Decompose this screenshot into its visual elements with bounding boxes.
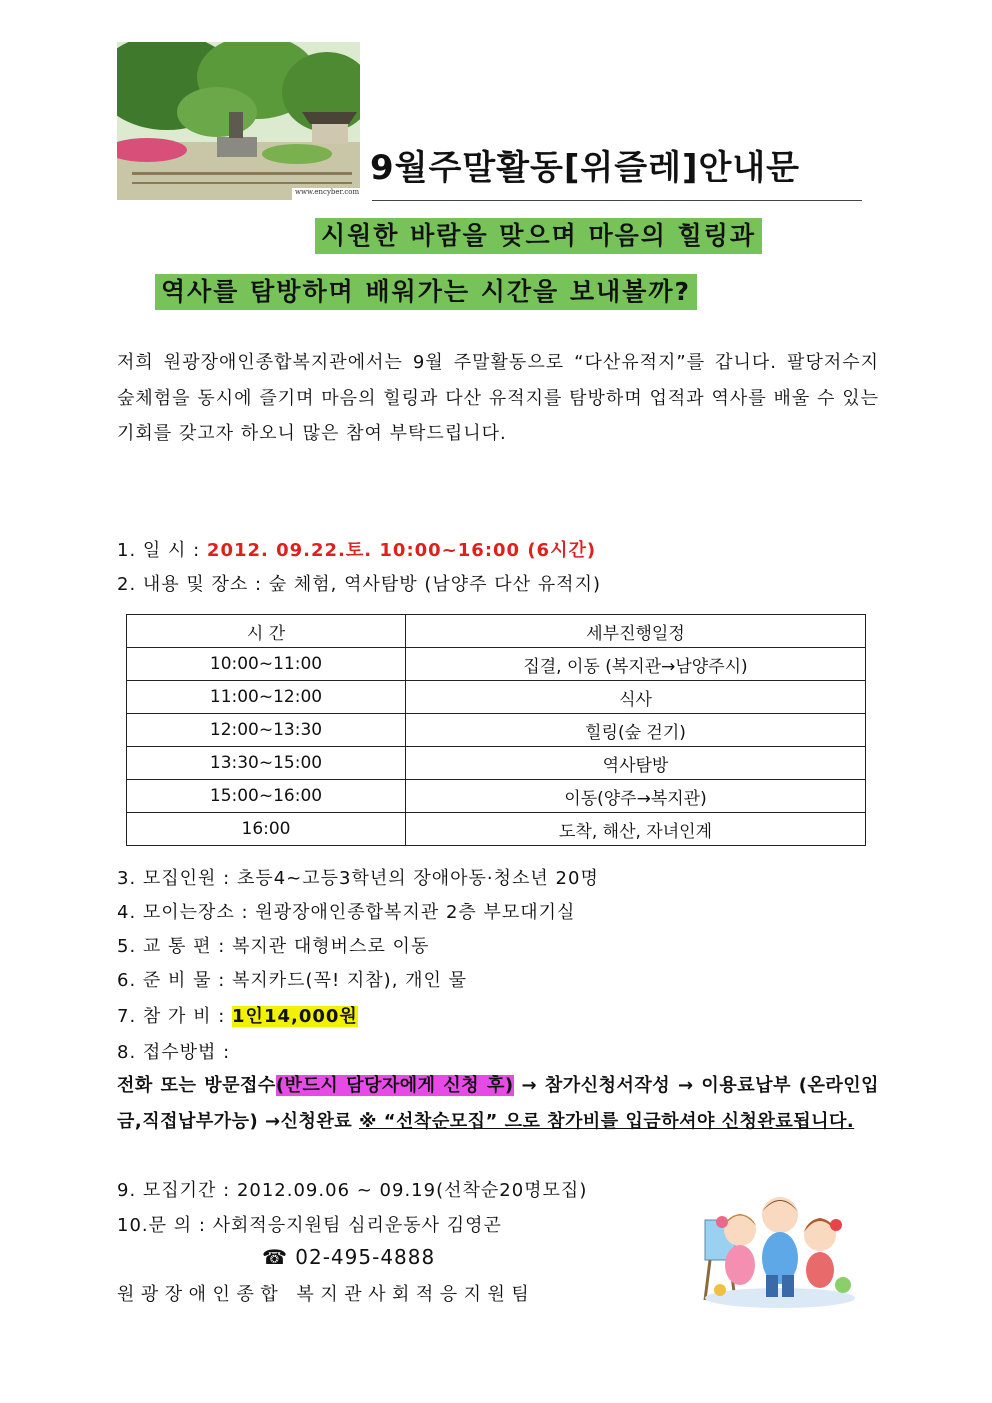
photo-caption: www.encyber.com [295, 188, 360, 196]
table-row [127, 813, 866, 846]
item-date-value: 2012. 09.22.토. 10:00~16:00 (6시간) [206, 540, 597, 561]
item-date-label: 1. 일 시 : [117, 540, 201, 561]
item-content: 2. 내용 및 장소 : 숲 체험, 역사탐방 (남양주 다산 유적지) [117, 574, 601, 595]
table-cell-time: 11:00~12:00 [127, 681, 406, 714]
table-cell-detail: 이동(양주→복지관) [406, 780, 866, 813]
table-cell-time: 10:00~11:00 [127, 648, 406, 681]
table-cell-detail: 식사 [406, 681, 866, 714]
item-fee-value: 1인14,000원 [232, 1006, 358, 1027]
apply-part-4: ※ “선착순모집” 으로 참가비를 입금하셔야 신청완료됩니다. [358, 1110, 855, 1132]
slogan-line-1: 시원한 바람을 맞으며 마음의 힐링과 [315, 218, 762, 254]
item-date [117, 536, 596, 562]
apply-part-1: 전화 또는 방문접수 [117, 1075, 276, 1096]
item-meeting: 4. 모이는장소 : 원광장애인종합복지관 2층 부모대기실 [117, 902, 576, 923]
table-cell-time: 13:30~15:00 [127, 747, 406, 780]
item-fee-label: 7. 참 가 비 : [117, 1006, 226, 1027]
table-cell-detail: 도착, 해산, 자녀인계 [406, 813, 866, 846]
table-cell-time: 12:00~13:30 [127, 714, 406, 747]
table-cell-detail: 역사탐방 [406, 747, 866, 780]
table-cell-detail: 힐링(숲 걷기) [406, 714, 866, 747]
item-transport: 5. 교 통 편 : 복지관 대형버스로 이동 [117, 936, 430, 957]
item-phone: ☎ 02-495-4888 [262, 1245, 436, 1269]
item-period: 9. 모집기간 : 2012.09.06 ~ 09.19(선착순20명모집) [117, 1180, 588, 1201]
item-recruit: 3. 모집인원 : 초등4~고등3학년의 장애아동·청소년 20명 [117, 868, 599, 889]
table-cell-detail: 집결, 이동 (복지관→남양주시) [406, 648, 866, 681]
footer-organization: 원광장애인종합 복지관사회적응지원팀 [117, 1284, 536, 1305]
intro-paragraph: 저희 원광장애인종합복지관에서는 9월 주말활동으로 “다산유적지”를 갑니다. 팔당저수지 숲체험을 동시에 즐기며 마음의 힐링과 다산 유적지를 탐방하며 업적과 역사를 배울 수 있는 기회를 갖고자 하오니 많은 참여 부탁드립니다. [117, 352, 879, 444]
apply-part-3: → 참가신청서작성 → 이용료납부 (온라인입금,직접납부가능) →신청완료 [117, 1075, 880, 1132]
item-inquiry: 10.문 의 : 사회적응지원팀 심리운동사 김영곤 [117, 1215, 502, 1236]
item-prep: 6. 준 비 물 : 복지카드(꼭! 지참), 개인 물 [117, 970, 468, 991]
table-row [127, 747, 866, 780]
table-row [127, 780, 866, 813]
table-row [127, 714, 866, 747]
table-header-row [127, 615, 866, 648]
apply-part-2: (반드시 담당자에게 신청 후) [275, 1075, 514, 1096]
title-underline [372, 200, 862, 201]
slogan-line-2: 역사를 탐방하며 배워가는 시간을 보내볼까? [155, 274, 697, 310]
table-header-detail: 세부진행일정 [406, 615, 866, 648]
table-header-time: 시 간 [127, 615, 406, 648]
item-method: 8. 접수방법 : [117, 1042, 231, 1063]
table-cell-time: 16:00 [127, 813, 406, 846]
page-title: 9월주말활동[위즐레]안내문 [370, 148, 801, 188]
table-row [127, 681, 866, 714]
item-fee [117, 1002, 358, 1028]
table-row [127, 648, 866, 681]
schedule-table [126, 614, 866, 846]
header-photo [117, 42, 360, 200]
table-cell-time: 15:00~16:00 [127, 780, 406, 813]
apply-paragraph [117, 1068, 879, 1139]
children-illustration [700, 1180, 860, 1310]
